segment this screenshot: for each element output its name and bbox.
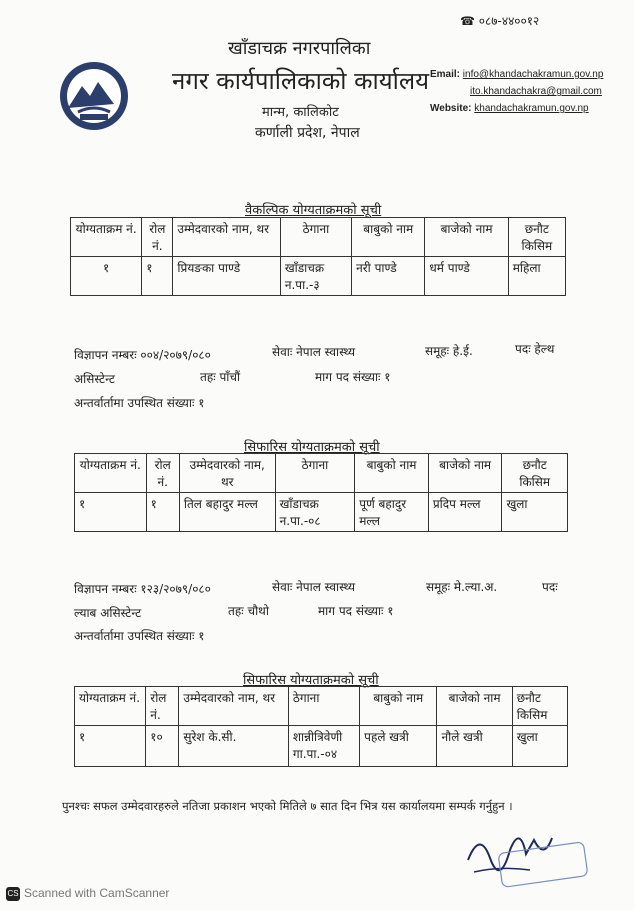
col-selection-type: छनौट किसिम [512,687,567,726]
section-title-alternative-list: वैकल्पिक योग्यताक्रमको सूची [245,203,382,218]
municipality-name: खाँडाचक्र नगरपालिका [228,38,371,59]
office-province: कर्णाली प्रदेश, नेपाल [255,125,360,141]
cell-father-name: नरी पाण्डे [352,257,425,296]
ad-number-1: विज्ञापन नम्बरः ००४/२०७९/०८० [74,348,211,362]
email-label: Email: [430,69,461,80]
col-candidate-name: उम्मेदवारको नाम, थर [179,687,288,726]
col-roll-no: रोल नं. [142,218,173,257]
cell-address: शान्नीत्रिवेणी गा.पा.-०४ [288,726,359,767]
cell-address: खाँडाचक्र न.पा.-३ [280,257,351,296]
cell-grandfather-name: धर्म पाण्डे [425,257,508,296]
interview-count-2: अन्तर्वार्तामा उपस्थित संख्याः १ [74,629,205,643]
level-2: तहः चौथो [228,604,269,618]
office-location: मान्म, कालिकोट [262,105,339,120]
table-header-row [75,454,568,493]
cell-candidate-name: तिल बहादुर मल्ल [179,493,275,532]
demand-count-1: माग पद संख्याः १ [315,370,391,384]
col-grandfather-name: बाजेको नाम [425,218,508,257]
cell-selection-type: महिला [508,257,565,296]
cell-selection-type: खुला [512,726,567,767]
post-continued-2: ल्याब असिस्टेन्ट [74,606,142,620]
cell-merit-no: १ [71,257,142,296]
website-link[interactable]: khandachakramun.gov.np [474,103,589,114]
cell-selection-type: खुला [502,493,568,532]
service-2: सेवाः नेपाल स्वास्थ्य [272,580,356,594]
phone-icon: ☎ [460,14,475,28]
table-row [71,257,566,296]
ad-number-2: विज्ञापन नम्बरः १२३/२०७९/०८० [74,582,211,596]
email-link-2[interactable]: ito.khandachakra@gmail.com [470,86,602,97]
col-address: ठेगाना [275,454,355,493]
section-title-recommended-list-2: सिफारिस योग्यताक्रमको सूची [243,673,379,688]
col-roll-no: रोल नं. [146,454,179,493]
service-1: सेवाः नेपाल स्वास्थ्य [272,345,356,359]
cell-grandfather-name: नौले खत्री [437,726,512,767]
post-continued-1: असिस्टेन्ट [74,372,115,386]
col-father-name: बाबुको नाम [352,218,425,257]
level-1: तहः पाँचौं [200,370,241,384]
cell-merit-no: १ [75,493,147,532]
col-merit-no: योग्यताक्रम नं. [75,454,147,493]
signature-stamp [460,820,590,890]
col-grandfather-name: बाजेको नाम [428,454,502,493]
cell-father-name: पूर्ण बहादुर मल्ल [355,493,429,532]
col-selection-type: छनौट किसिम [508,218,565,257]
col-father-name: बाबुको नाम [355,454,429,493]
cell-address: खाँडाचक्र न.पा.-०८ [275,493,355,532]
table-header-row [71,218,566,257]
scanner-watermark [6,886,169,901]
col-grandfather-name: बाजेको नाम [437,687,512,726]
table-row [75,726,568,767]
col-merit-no: योग्यताक्रम नं. [75,687,146,726]
group-2: समूहः मे.ल्या.अ. [426,580,498,594]
camscanner-icon: CS [6,887,20,901]
table-row [75,493,568,532]
recommended-merit-table-2 [74,686,568,767]
group-1: समूहः हे.ई. [425,344,473,358]
office-name: नगर कार्यपालिकाको कार्यालय [172,67,430,95]
contact-block [430,66,603,117]
scanner-text: Scanned with CamScanner [24,886,170,900]
col-roll-no: रोल नं. [146,687,179,726]
col-merit-no: योग्यताक्रम नं. [71,218,142,257]
cell-father-name: पहले खत्री [360,726,437,767]
email-link-1[interactable]: info@khandachakramun.gov.np [462,69,604,80]
interview-count-1: अन्तर्वार्तामा उपस्थित संख्याः १ [74,396,205,410]
cell-candidate-name: सुरेश के.सी. [179,726,288,767]
post-1: पदः हेल्थ [515,342,555,356]
section-title-recommended-list-1: सिफारिस योग्यताक्रमको सूची [244,440,380,455]
cell-roll-no: १ [146,493,179,532]
col-address: ठेगाना [280,218,351,257]
table-header-row [75,687,568,726]
col-candidate-name: उम्मेदवारको नाम, थर [179,454,275,493]
recommended-merit-table-1 [74,453,568,532]
website-label: Website: [430,103,472,114]
footer-note: पुनश्चः सफल उम्मेदवारहरुले नतिजा प्रकाशन भएको मितिले ७ सात दिन भित्र यस कार्यालयमा सम्पर्क गर्नुहुन । [62,799,513,813]
cell-merit-no: १ [75,726,146,767]
col-father-name: बाबुको नाम [360,687,437,726]
col-selection-type: छनौट किसिम [502,454,568,493]
cell-candidate-name: प्रियङका पाण्डे [173,257,280,296]
phone-text: ०८७-४४००१२ [478,14,540,28]
government-emblem-icon [58,60,130,132]
phone-number [460,12,539,29]
post-2: पदः [542,580,558,594]
cell-roll-no: १ [142,257,173,296]
alternative-merit-table [70,217,566,296]
col-candidate-name: उम्मेदवारको नाम, थर [173,218,280,257]
demand-count-2: माग पद संख्याः १ [318,604,394,618]
cell-roll-no: १० [146,726,179,767]
col-address: ठेगाना [288,687,359,726]
cell-grandfather-name: प्रदिप मल्ल [428,493,502,532]
